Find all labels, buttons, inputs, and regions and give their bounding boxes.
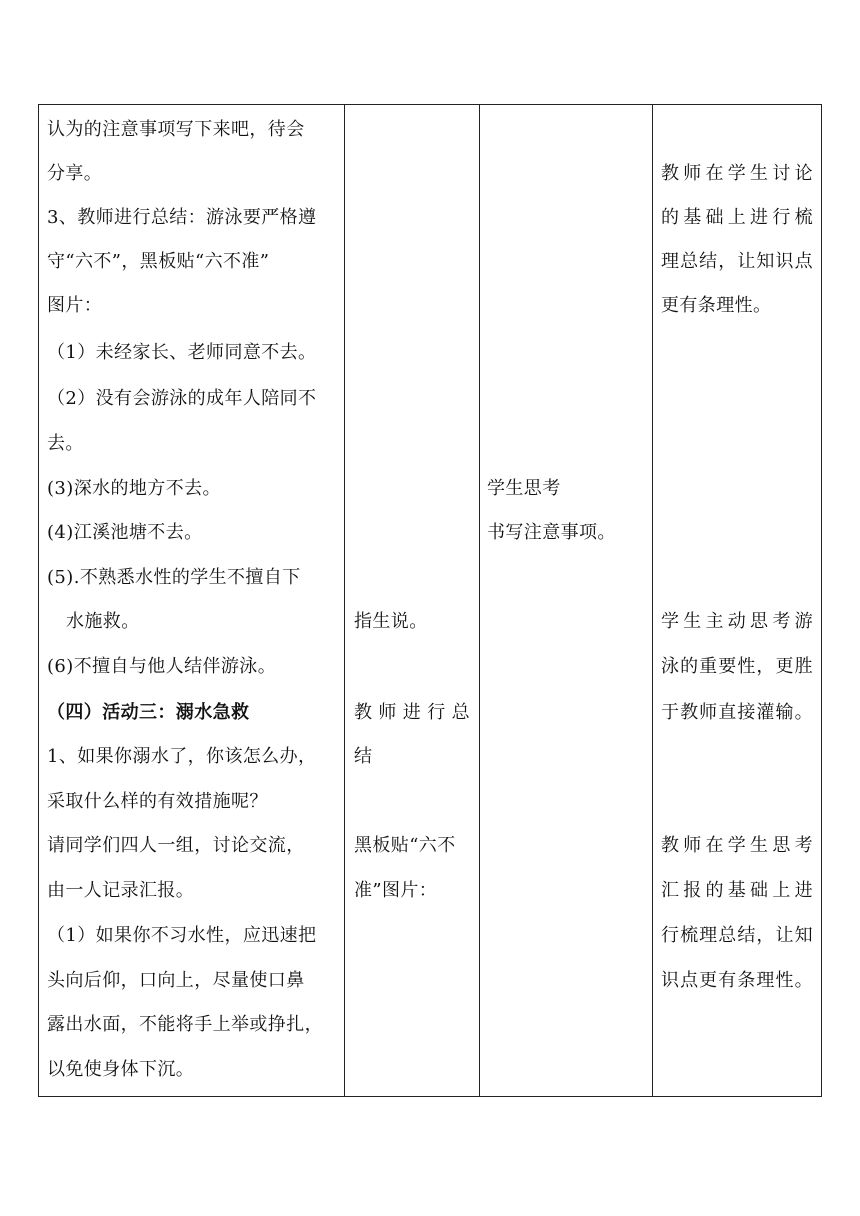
intent-line: 教师在学生讨论 <box>661 163 813 184</box>
content-line: 水施救。 <box>66 611 140 632</box>
intent-line: 理总结，让知识点 <box>661 251 813 272</box>
content-line: （1）如果你不习水性，应迅速把 <box>47 925 317 946</box>
column-divider <box>652 105 653 1096</box>
content-line: 露出水面，不能将手上举或挣扎， <box>47 1014 323 1035</box>
teacher-line: 准”图片： <box>354 880 438 901</box>
content-line: 守“六不”，黑板贴“六不准” <box>47 251 270 272</box>
content-line: 图片： <box>47 295 103 316</box>
content-line: 请同学们四人一组，讨论交流， <box>47 835 305 856</box>
column-divider <box>479 105 480 1096</box>
intent-line: 汇报的基础上进 <box>661 880 813 901</box>
intent-line: 学生主动思考游 <box>661 611 813 632</box>
content-line: (6)不擅自与他人结伴游泳。 <box>47 656 277 677</box>
intent-line: 识点更有条理性。 <box>661 970 813 991</box>
intent-line: 的基础上进行梳 <box>661 207 813 228</box>
teacher-line: 教师进行总 <box>354 702 470 723</box>
intent-line: 教师在学生思考 <box>661 835 813 856</box>
content-line: （2）没有会游泳的成年人陪同不 <box>47 388 317 409</box>
teacher-line: 指生说。 <box>354 611 428 632</box>
teacher-line: 黑板贴“六不 <box>354 835 456 856</box>
intent-line: 于教师直接灌输。 <box>661 702 813 723</box>
content-line: 以免使身体下沉。 <box>47 1059 195 1080</box>
content-line: 分享。 <box>47 163 103 184</box>
content-line: 1、如果你溺水了，你该怎么办， <box>47 746 317 767</box>
content-line: 3、教师进行总结：游泳要严格遵 <box>47 207 317 228</box>
content-line: 头向后仰，口向上，尽量使口鼻 <box>47 970 305 991</box>
content-line: 采取什么样的有效措施呢？ <box>47 791 268 812</box>
intent-line: 泳的重要性，更胜 <box>661 656 813 677</box>
student-line: 学生思考 <box>487 478 561 499</box>
student-line: 书写注意事项。 <box>487 522 616 543</box>
content-line: （1）未经家长、老师同意不去。 <box>47 342 317 363</box>
content-line: (3)深水的地方不去。 <box>47 478 221 499</box>
intent-line: 行梳理总结，让知 <box>661 925 813 946</box>
content-line: (4)江溪池塘不去。 <box>47 522 203 543</box>
content-line: (5).不熟悉水性的学生不擅自下 <box>47 567 301 588</box>
column-divider <box>344 105 345 1096</box>
teacher-line: 结 <box>354 746 373 767</box>
content-line: 由一人记录汇报。 <box>47 880 195 901</box>
content-line: 认为的注意事项写下来吧，待会 <box>47 119 305 140</box>
intent-line: 更有条理性。 <box>661 295 772 316</box>
section-heading: （四）活动三：溺水急救 <box>47 702 250 723</box>
content-line: 去。 <box>47 433 84 454</box>
